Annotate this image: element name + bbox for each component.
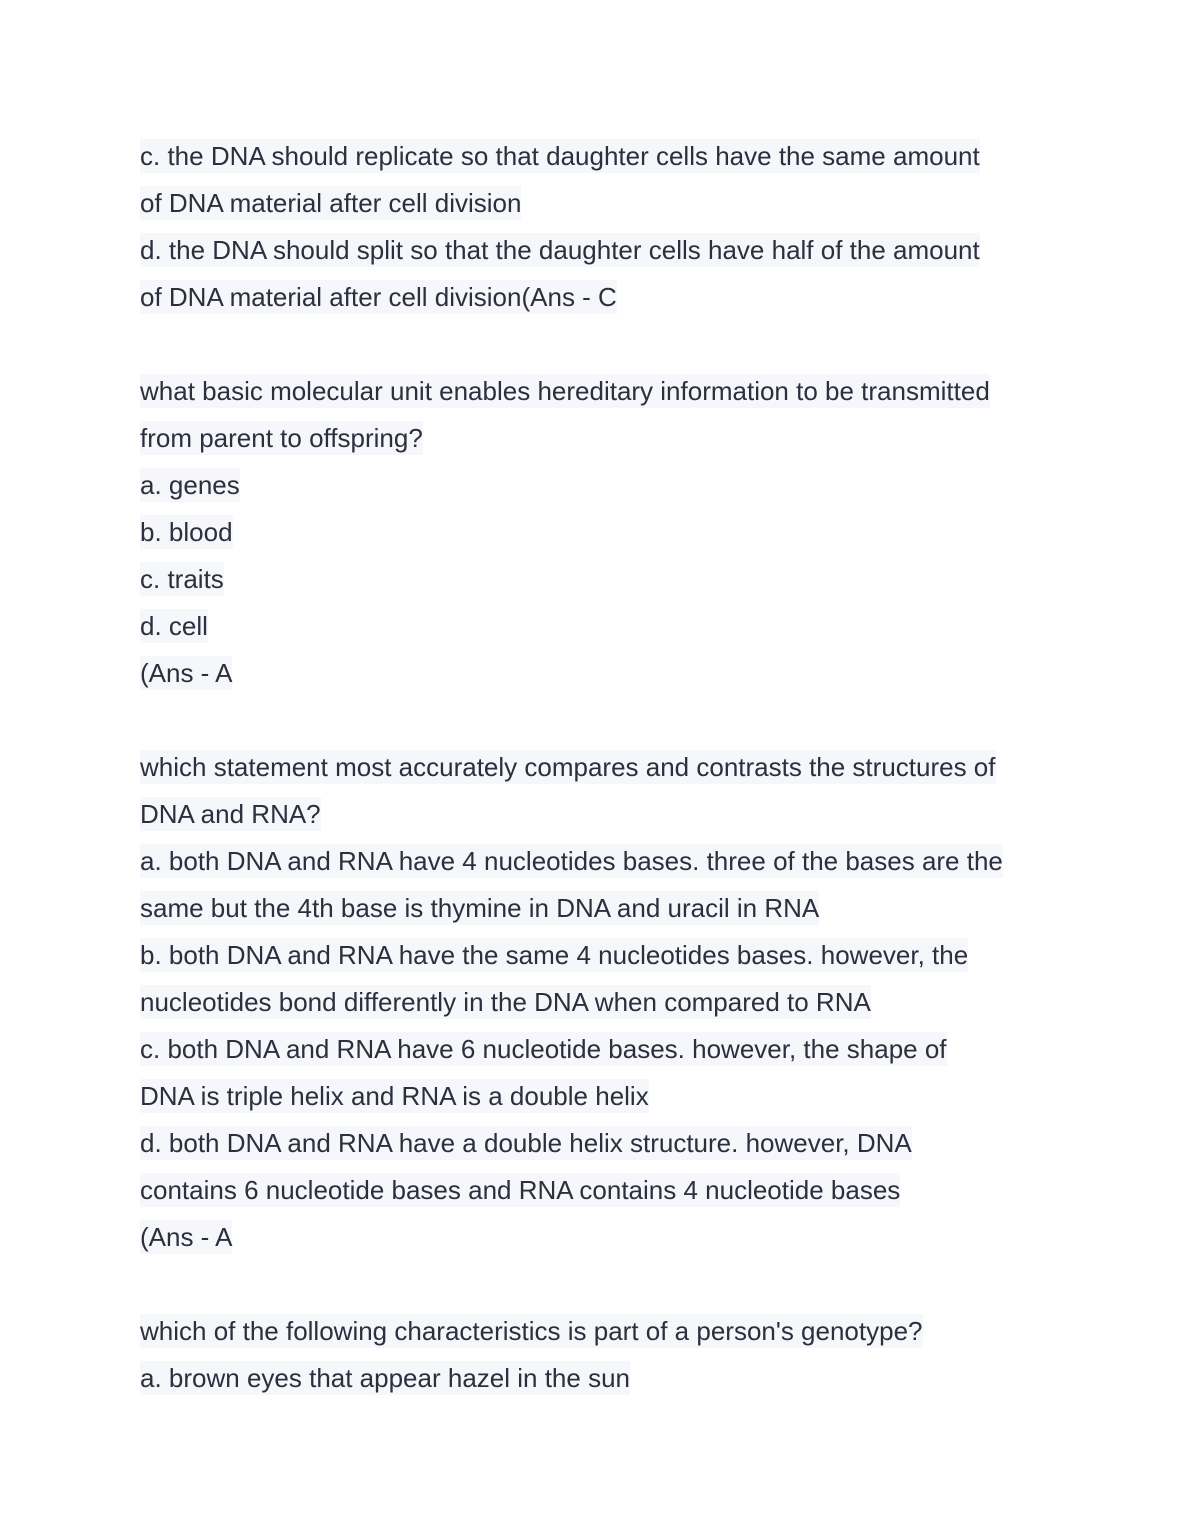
- question-text: what basic molecular unit enables hereditary information to be transmitted: [140, 376, 990, 406]
- answer-line: (Ans - A: [140, 1222, 233, 1252]
- option-b: b. both DNA and RNA have the same 4 nucleotides bases. however, the: [140, 940, 969, 970]
- question-block-3: [140, 744, 1070, 1261]
- option-a: a. genes: [140, 470, 240, 500]
- question-text: DNA and RNA?: [140, 799, 321, 829]
- option-b-continued: nucleotides bond differently in the DNA when compared to RNA: [140, 987, 871, 1017]
- option-a-continued: same but the 4th base is thymine in DNA and uracil in RNA: [140, 893, 820, 923]
- option-b: b. blood: [140, 517, 233, 547]
- option-a: a. brown eyes that appear hazel in the sun: [140, 1363, 630, 1393]
- option-d-continued: contains 6 nucleotide bases and RNA contains 4 nucleotide bases: [140, 1175, 901, 1205]
- option-c: c. traits: [140, 564, 224, 594]
- paragraph-gap: [140, 1261, 1070, 1308]
- paragraph-gap: [140, 697, 1070, 744]
- option-a: a. both DNA and RNA have 4 nucleotides bases. three of the bases are the: [140, 846, 1003, 876]
- text-line: d. the DNA should split so that the daughter cells have half of the amount: [140, 235, 980, 265]
- question-block-2: [140, 368, 1070, 697]
- option-d: d. both DNA and RNA have a double helix structure. however, DNA: [140, 1128, 912, 1158]
- question-block-4: [140, 1308, 1070, 1402]
- text-line: of DNA material after cell division: [140, 188, 522, 218]
- text-line: c. the DNA should replicate so that daughter cells have the same amount: [140, 141, 980, 171]
- question-text: which statement most accurately compares and contrasts the structures of: [140, 752, 996, 782]
- question-text: which of the following characteristics is part of a person's genotype?: [140, 1316, 923, 1346]
- question-text: from parent to offspring?: [140, 423, 423, 453]
- paragraph-gap: [140, 321, 1070, 368]
- answer-line: of DNA material after cell division(Ans - C: [140, 282, 617, 312]
- document-page: [140, 133, 1070, 1402]
- option-d: d. cell: [140, 611, 208, 641]
- option-c-continued: DNA is triple helix and RNA is a double helix: [140, 1081, 649, 1111]
- question-block-1: [140, 133, 1070, 321]
- answer-line: (Ans - A: [140, 658, 233, 688]
- option-c: c. both DNA and RNA have 6 nucleotide bases. however, the shape of: [140, 1034, 947, 1064]
